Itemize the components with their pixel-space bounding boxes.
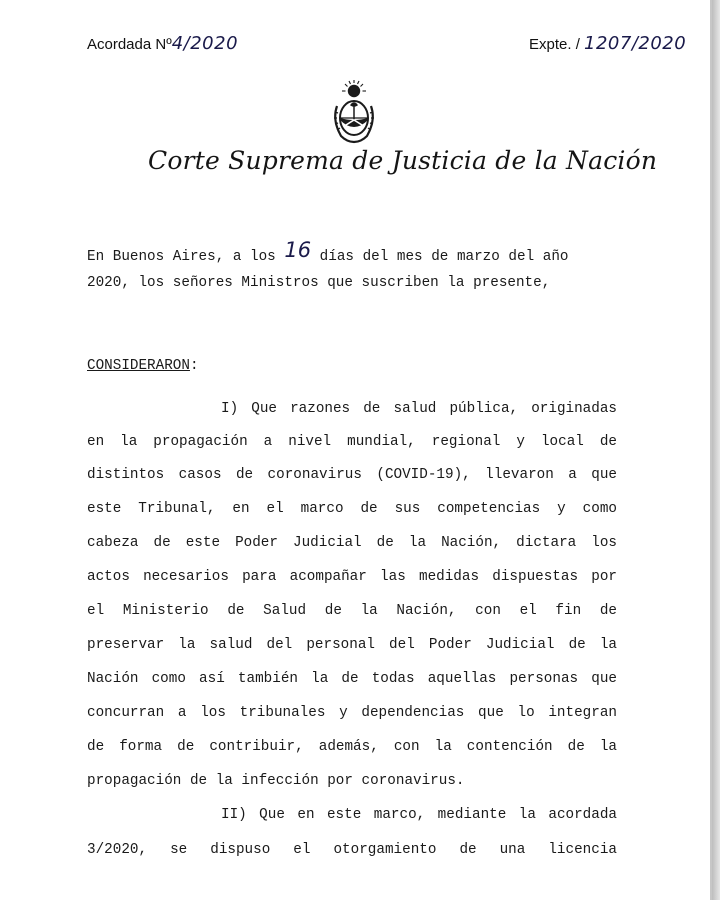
section-heading: CONSIDERARON: (87, 358, 199, 374)
paragraph-1-line: preservar la salud del personal del Poder Judicial de la (87, 637, 617, 653)
paragraph-1-line: propagación de la infección por coronavirus. (87, 773, 465, 789)
acordada-label: Acordada Nº (87, 36, 172, 53)
paragraph-1-line: I) Que razones de salud pública, originadas (221, 401, 617, 417)
court-name-title: Corte Suprema de Justicia de la Nación (148, 146, 658, 175)
paragraph-1-line: este Tribunal, en el marco de sus competencias y como (87, 501, 617, 517)
day-handwritten: 16 (284, 238, 312, 262)
paragraph-1-line: el Ministerio de Salud de la Nación, con el fin de (87, 603, 617, 619)
paragraph-1-line: Nación como así también la de todas aquellas personas que (87, 671, 617, 687)
paragraph-1-line: concurran a los tribunales y dependencias que lo integran (87, 705, 617, 721)
expte-label: Expte. / (529, 36, 580, 53)
acordada-number-handwritten: 4/2020 (171, 33, 239, 54)
national-coat-of-arms-icon (329, 78, 379, 146)
page-edge-shadow (712, 0, 720, 900)
intro-line-2: 2020, los señores Ministros que suscriben la presente, (87, 275, 551, 291)
expediente-reference (529, 33, 686, 54)
acordada-reference (87, 33, 238, 54)
paragraph-1-line: distintos casos de coronavirus (COVID-19), llevaron a que (87, 467, 617, 483)
paragraph-1-line: de forma de contribuir, además, con la contención de la (87, 739, 617, 755)
expte-number-handwritten: 1207/2020 (584, 33, 687, 54)
intro-line-1: En Buenos Aires, a los 16 días del mes de marzo del año (87, 238, 569, 265)
paragraph-1-line: en la propagación a nivel mundial, regional y local de (87, 434, 617, 450)
paragraph-1-line: actos necesarios para acompañar las medidas dispuestas por (87, 569, 617, 585)
paragraph-2-line: II) Que en este marco, mediante la acordada (221, 807, 617, 823)
paragraph-2-line: 3/2020, se dispuso el otorgamiento de una licencia (87, 842, 617, 858)
paragraph-1-line: cabeza de este Poder Judicial de la Nación, dictara los (87, 535, 617, 551)
